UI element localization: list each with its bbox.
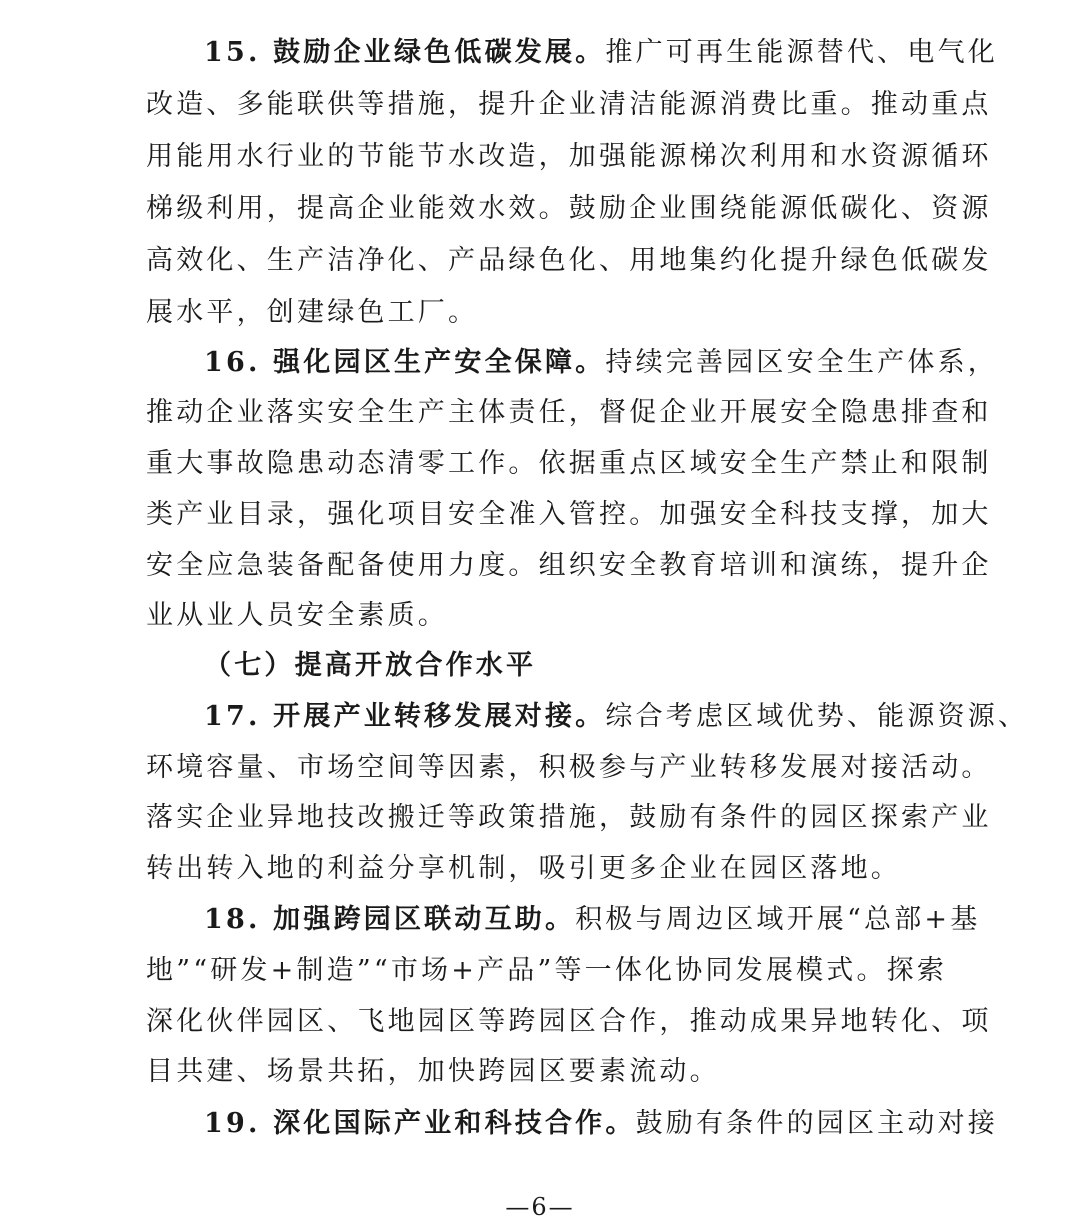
item-text: 积极与周边区域开展“总部+基 (575, 904, 981, 935)
item-text: 鼓励有条件的园区主动对接 (635, 1108, 998, 1139)
item-heading: 18. 加强跨园区联动互助。 (204, 904, 576, 935)
paragraph-line: 业从业人员安全素质。 (146, 600, 448, 631)
paragraph-line: 推动企业落实安全生产主体责任，督促企业开展安全隐患排查和 (146, 397, 992, 428)
item-heading: 19. 深化国际产业和科技合作。 (204, 1108, 636, 1139)
paragraph-line: 环境容量、市场空间等因素，积极参与产业转移发展对接活动。 (146, 752, 992, 783)
paragraph-line (204, 343, 998, 383)
item-text: 推广可再生能源替代、电气化 (605, 37, 998, 68)
paragraph-line: 转出转入地的利益分享机制，吸引更多企业在园区落地。 (146, 853, 901, 884)
section-heading: （七）提高开放合作水平 (204, 650, 537, 681)
paragraph-line (204, 697, 1028, 737)
item-heading: 15. 鼓励企业绿色低碳发展。 (204, 37, 606, 68)
paragraph-line: 重大事故隐患动态清零工作。依据重点区域安全生产禁止和限制 (146, 448, 992, 479)
paragraph-line: 展水平，创建绿色工厂。 (146, 297, 479, 328)
paragraph-line: 高效化、生产洁净化、产品绿色化、用地集约化提升绿色低碳发 (146, 245, 992, 276)
paragraph-line: 地”“研发+制造”“市场+产品”等一体化协同发展模式。探索 (146, 955, 948, 986)
item-text: 持续完善园区安全生产体系， (605, 347, 998, 378)
paragraph-line: 梯级利用，提高企业能效水效。鼓励企业围绕能源低碳化、资源 (146, 193, 992, 224)
paragraph-line (204, 33, 998, 73)
item-text: 综合考虑区域优势、能源资源、 (605, 701, 1029, 732)
paragraph-line: 落实企业异地技改搬迁等政策措施，鼓励有条件的园区探索产业 (146, 802, 992, 833)
paragraph-line (204, 1104, 998, 1144)
paragraph-line: 安全应急装备配备使用力度。组织安全教育培训和演练，提升企 (146, 550, 992, 581)
item-heading: 17. 开展产业转移发展对接。 (204, 701, 606, 732)
item-heading: 16. 强化园区生产安全保障。 (204, 347, 606, 378)
paragraph-line: 类产业目录，强化项目安全准入管控。加强安全科技支撑，加大 (146, 499, 992, 530)
paragraph-line: 目共建、场景共拓，加快跨园区要素流动。 (146, 1056, 720, 1087)
paragraph-line: 深化伙伴园区、飞地园区等跨园区合作，推动成果异地转化、项 (146, 1006, 992, 1037)
paragraph-line: 用能用水行业的节能节水改造，加强能源梯次利用和水资源循环 (146, 141, 992, 172)
page-number: —6— (505, 1193, 575, 1221)
paragraph-line (204, 900, 980, 940)
paragraph-line: 改造、多能联供等措施，提升企业清洁能源消费比重。推动重点 (146, 89, 992, 120)
